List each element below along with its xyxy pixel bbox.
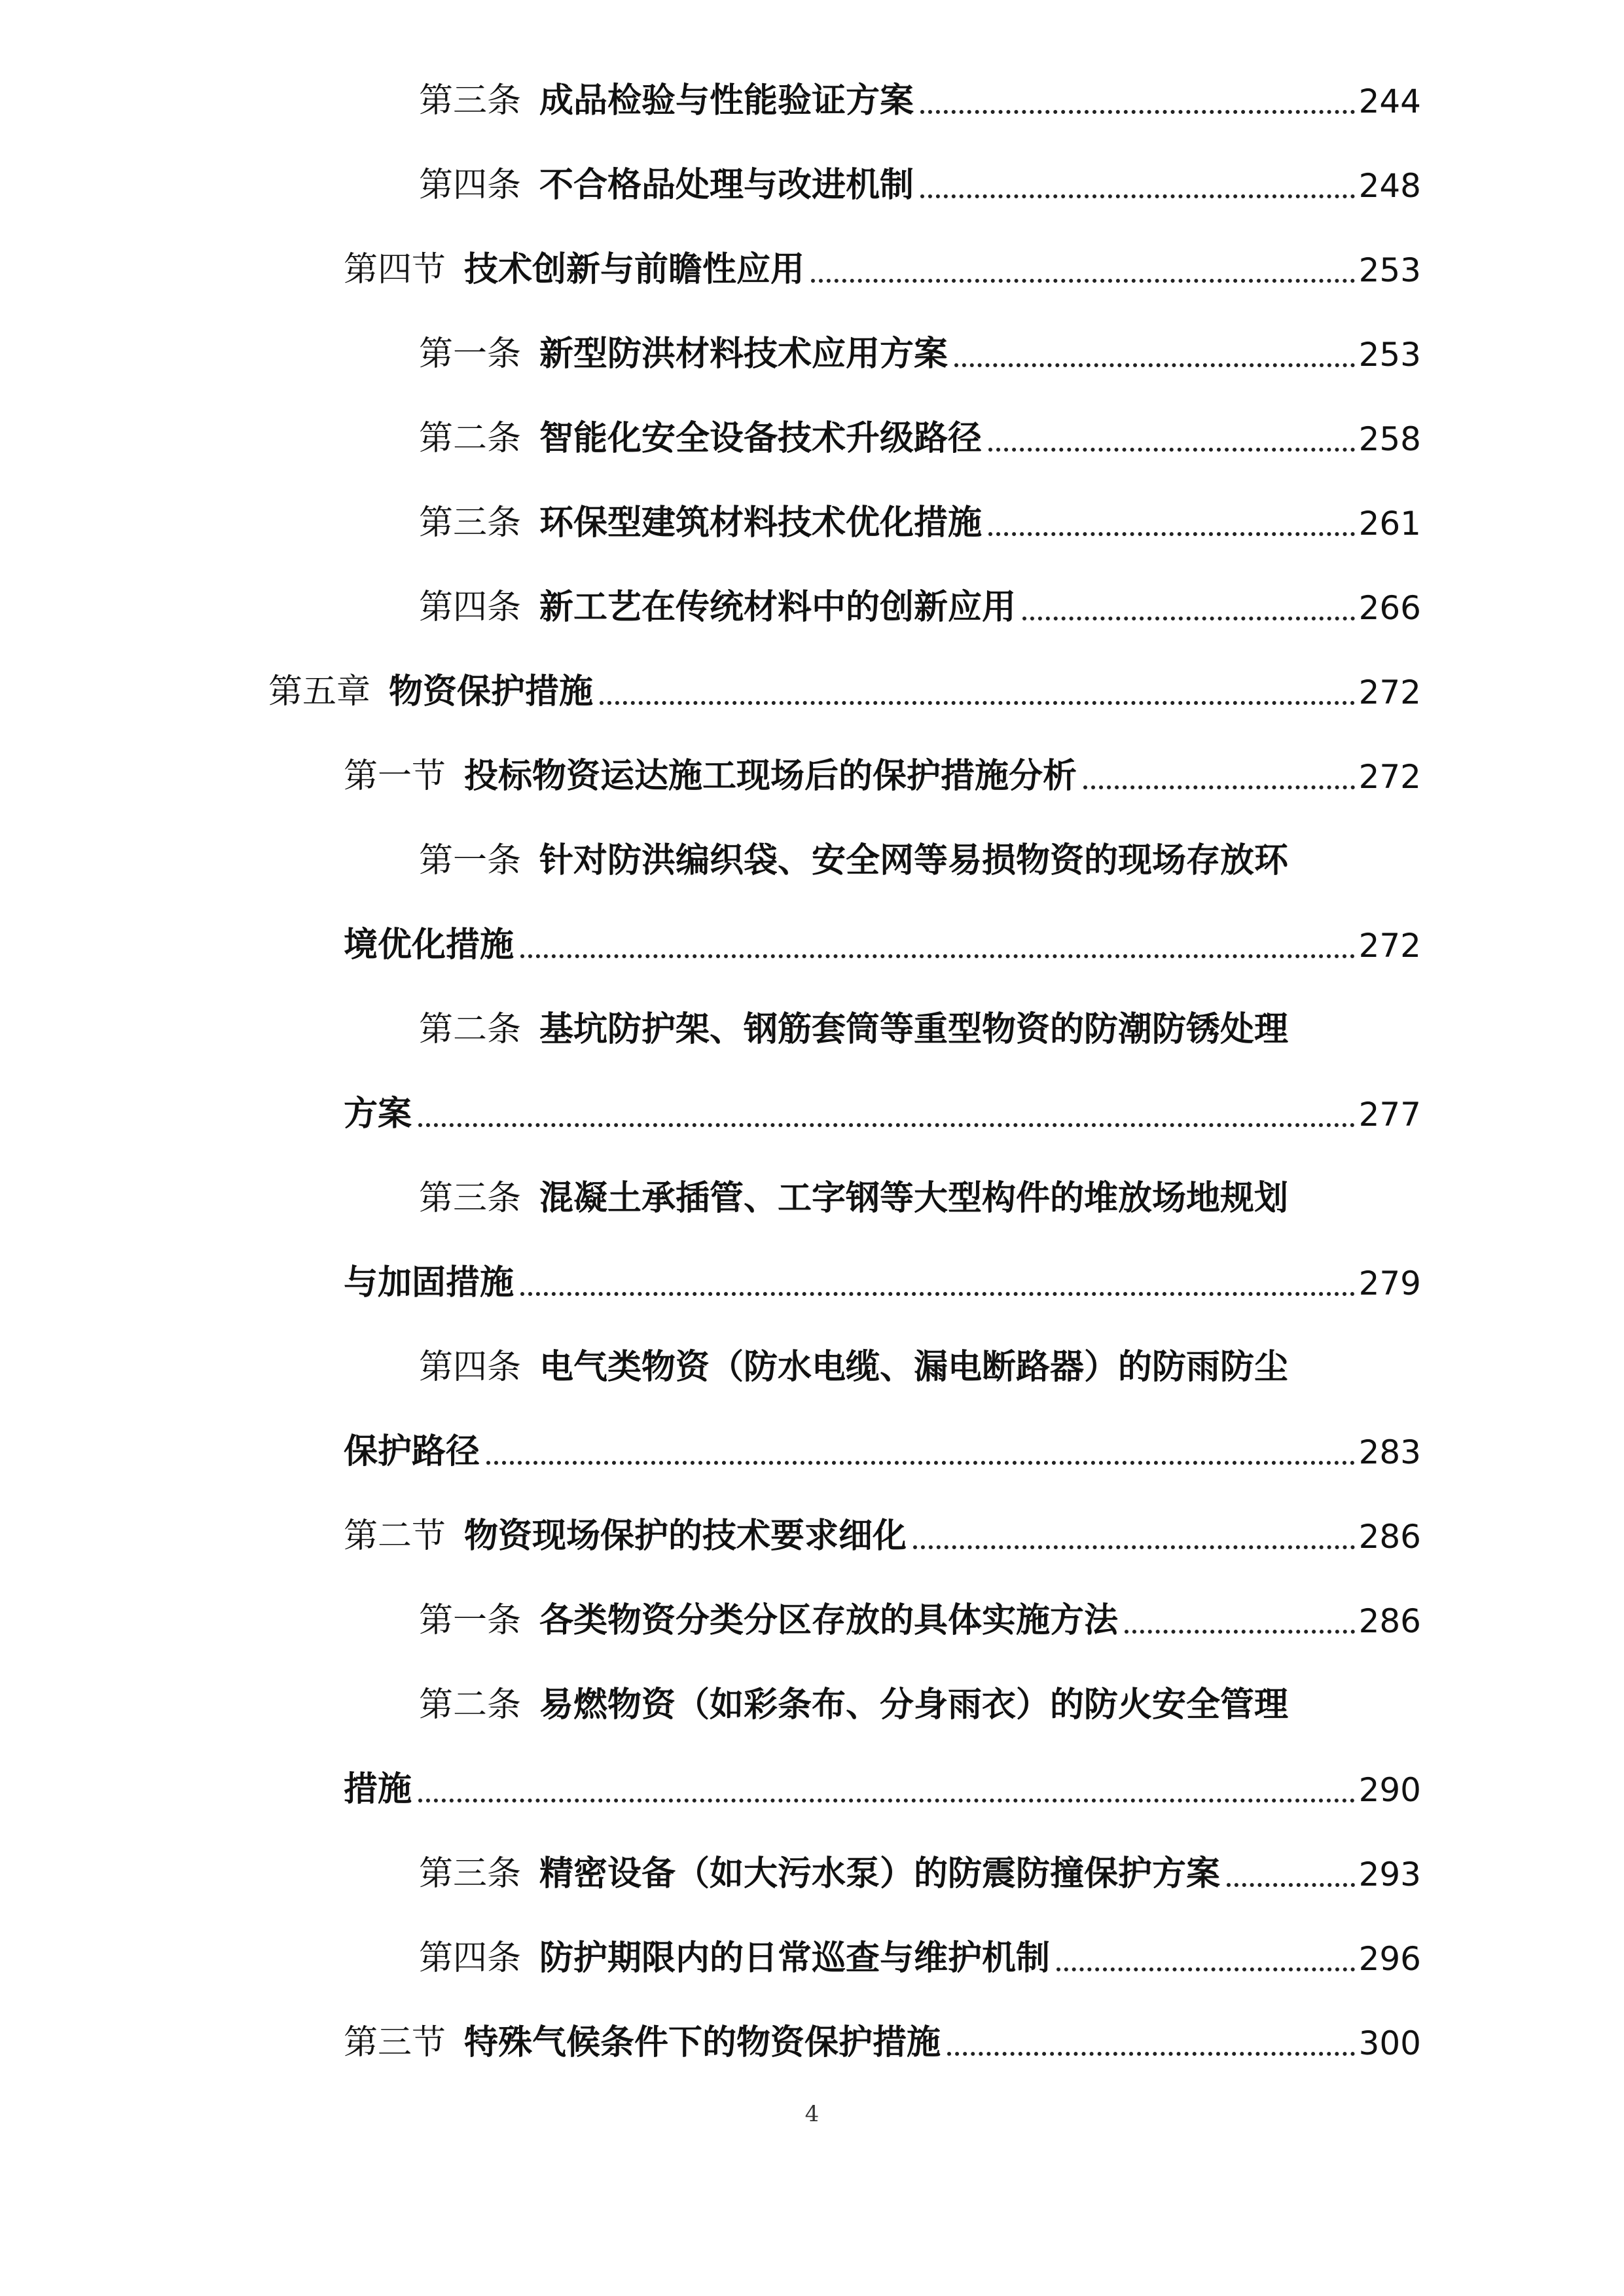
entry-title-continuation: 保护路径 — [344, 1431, 480, 1471]
entry-label: 第二节 — [344, 1516, 446, 1556]
dot-leader — [1022, 590, 1355, 624]
entry-title: 特殊气候条件下的物资保护措施 — [464, 2022, 941, 2062]
toc-entry[interactable] — [419, 397, 1421, 456]
toc-entry[interactable] — [419, 143, 1421, 205]
dot-leader — [954, 337, 1355, 371]
toc-entry-chapter[interactable] — [268, 650, 1421, 709]
entry-page-number: 258 — [1358, 420, 1421, 458]
entry-title: 技术创新与前瞻性应用 — [464, 249, 805, 289]
entry-label: 第三条 — [419, 1179, 522, 1218]
entry-page-number: 253 — [1358, 336, 1421, 374]
toc-entry-first-line[interactable] — [419, 1663, 1289, 1725]
dot-leader — [1083, 759, 1355, 793]
entry-label: 第一节 — [344, 757, 446, 796]
entry-title: 新工艺在传统材料中的创新应用 — [539, 587, 1017, 627]
dot-leader — [988, 506, 1355, 540]
entry-label: 第一条 — [419, 334, 522, 374]
entry-title: 精密设备（如大污水泵）的防震防撞保护方案 — [539, 1854, 1221, 1893]
entry-label: 第三条 — [419, 1854, 522, 1893]
dot-leader — [418, 1772, 1355, 1806]
entry-title: 易燃物资（如彩条布、分身雨衣）的防火安全管理 — [539, 1685, 1289, 1725]
entry-label: 第三条 — [419, 503, 522, 543]
entry-label: 第二条 — [419, 1685, 522, 1725]
entry-title: 物资保护措施 — [389, 672, 594, 711]
entry-label: 第四节 — [344, 250, 446, 289]
entry-title: 针对防洪编织袋、安全网等易损物资的现场存放环 — [539, 840, 1289, 880]
entry-page-number: 283 — [1358, 1433, 1421, 1471]
entry-title: 不合格品处理与改进机制 — [539, 165, 914, 205]
toc-entry-first-line[interactable] — [419, 1325, 1289, 1387]
entry-title: 防护期限内的日常巡查与维护机制 — [539, 1938, 1051, 1978]
dot-leader — [1125, 1604, 1355, 1638]
entry-title: 混凝土承插管、工字钢等大型构件的堆放场地规划 — [539, 1178, 1289, 1218]
dot-leader — [988, 422, 1355, 456]
entry-page-number: 244 — [1358, 82, 1421, 120]
entry-title: 物资现场保护的技术要求细化 — [464, 1516, 907, 1556]
toc-entry-continuation[interactable] — [344, 903, 1421, 965]
entry-label: 第一条 — [419, 841, 522, 880]
entry-title: 成品检验与性能验证方案 — [539, 81, 914, 120]
dot-leader — [913, 1519, 1355, 1553]
toc-entry-first-line[interactable] — [419, 819, 1288, 878]
entry-label: 第二条 — [419, 1010, 522, 1049]
entry-page-number: 286 — [1358, 1602, 1421, 1640]
entry-page-number: 248 — [1358, 167, 1421, 205]
entry-page-number: 286 — [1358, 1518, 1421, 1556]
entry-label: 第一条 — [419, 1601, 522, 1640]
entry-label: 第三条 — [419, 81, 522, 120]
entry-title: 智能化安全设备技术升级路径 — [539, 418, 983, 458]
dot-leader — [520, 928, 1355, 962]
entry-page-number: 261 — [1358, 505, 1421, 543]
dot-leader — [1227, 1857, 1355, 1891]
toc-entry[interactable] — [419, 59, 1421, 118]
entry-page-number: 296 — [1358, 1940, 1421, 1978]
entry-label: 第五章 — [268, 672, 371, 711]
toc-entry[interactable] — [419, 312, 1421, 374]
entry-label: 第四条 — [419, 166, 522, 205]
toc-entry-continuation[interactable] — [344, 1241, 1421, 1300]
entry-label: 第四条 — [419, 1939, 522, 1978]
entry-page-number: 277 — [1358, 1096, 1421, 1134]
dot-leader — [920, 84, 1355, 118]
entry-label: 第四条 — [419, 1348, 522, 1387]
toc-entry-section[interactable] — [344, 1494, 1421, 1556]
toc-entry-section[interactable] — [344, 734, 1421, 796]
dot-leader — [486, 1435, 1355, 1469]
toc-entry[interactable] — [419, 1916, 1421, 1978]
entry-page-number: 253 — [1358, 251, 1421, 289]
entry-title: 新型防洪材料技术应用方案 — [539, 334, 948, 374]
entry-title: 环保型建筑材料技术优化措施 — [539, 503, 983, 543]
toc-entry[interactable] — [419, 1832, 1421, 1891]
toc-entry-continuation[interactable] — [344, 1410, 1421, 1469]
dot-leader — [811, 253, 1355, 287]
toc-entry-section[interactable] — [344, 2001, 1421, 2060]
toc-entry[interactable] — [419, 1579, 1421, 1638]
toc-entry-continuation[interactable] — [344, 1748, 1421, 1809]
entry-label: 第三节 — [344, 2023, 446, 2062]
entry-page-number: 300 — [1358, 2024, 1421, 2062]
entry-title-continuation: 境优化措施 — [344, 925, 514, 965]
entry-page-number: 293 — [1358, 1856, 1421, 1893]
entry-title: 投标物资运达施工现场后的保护措施分析 — [464, 756, 1077, 796]
toc-entry-first-line[interactable] — [419, 988, 1288, 1047]
page-footer-number: 4 — [804, 2101, 820, 2127]
entry-title: 电气类物资（防水电缆、漏电断路器）的防雨防尘 — [539, 1347, 1289, 1387]
toc-entry-first-line[interactable] — [419, 1157, 1289, 1218]
entry-label: 第二条 — [419, 419, 522, 458]
dot-leader — [947, 2026, 1355, 2060]
entry-title: 各类物资分类分区存放的具体实施方法 — [539, 1600, 1119, 1640]
entry-title-continuation: 与加固措施 — [344, 1263, 514, 1302]
dot-leader — [1056, 1941, 1355, 1975]
toc-entry-section[interactable] — [344, 228, 1421, 287]
entry-page-number: 290 — [1358, 1771, 1421, 1809]
entry-page-number: 279 — [1358, 1265, 1421, 1302]
entry-page-number: 272 — [1358, 673, 1421, 711]
entry-title-continuation: 方案 — [344, 1094, 412, 1134]
dot-leader — [418, 1097, 1355, 1131]
toc-entry[interactable] — [419, 565, 1421, 627]
dot-leader — [920, 168, 1355, 202]
entry-page-number: 272 — [1358, 927, 1421, 965]
entry-title: 基坑防护架、钢筋套筒等重型物资的防潮防锈处理 — [539, 1009, 1289, 1049]
toc-entry[interactable] — [419, 481, 1421, 543]
dot-leader — [600, 675, 1355, 709]
entry-page-number: 266 — [1358, 589, 1421, 627]
entry-label: 第四条 — [419, 588, 522, 627]
entry-title-continuation: 措施 — [344, 1769, 412, 1809]
entry-page-number: 272 — [1358, 758, 1421, 796]
dot-leader — [520, 1266, 1355, 1300]
toc-entry-continuation[interactable] — [344, 1072, 1421, 1134]
